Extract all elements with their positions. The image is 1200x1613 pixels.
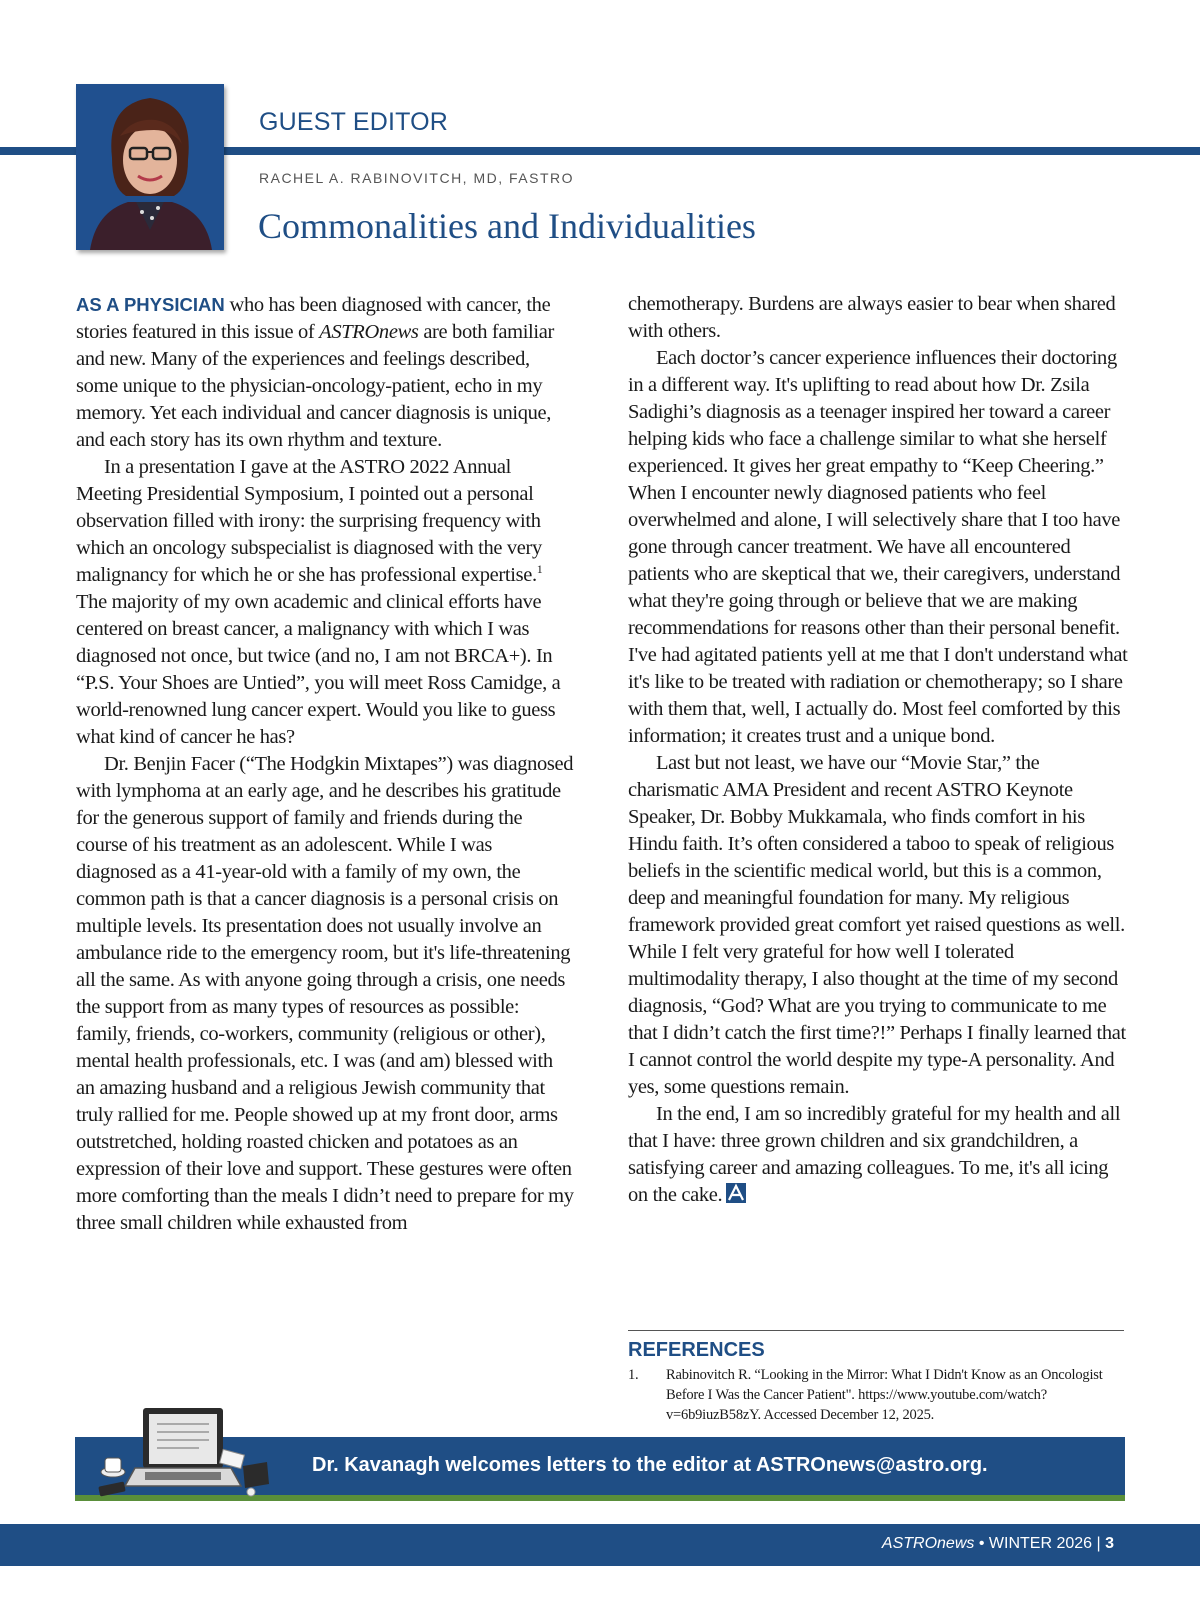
astro-end-mark-icon: [726, 1183, 746, 1203]
desk-illustration-icon: [95, 1404, 270, 1500]
footer-divider: |: [1096, 1535, 1101, 1552]
article-title: Commonalities and Individualities: [258, 206, 756, 246]
article-paragraph: AS A PHYSICIAN who has been diagnosed with cancer, the stories featured in this issue of ASTROnews are both familiar and new. Many of the experiences and feelings described, some unique to the physician-oncology-patient, echo in my memory. Yet each individual and cancer diagnosis is unique, and each story has its own rhythm and texture.: [76, 294, 554, 451]
article-column-right: [628, 291, 1128, 1209]
references-heading: REFERENCES: [628, 1339, 765, 1361]
author-photo: [76, 84, 224, 250]
article-paragraph: In the end, I am so incredibly grateful for my health and all that I have: three grown children and six grandchildren, a satisfying career and amazing colleagues. To me, it's all icing on the cake.: [628, 1103, 1121, 1206]
author-byline: RACHEL A. RABINOVITCH, MD, FASTRO: [259, 170, 575, 186]
publication-name: ASTROnews: [319, 321, 419, 343]
editor-email-link[interactable]: ASTROnews@astro.org.: [755, 1454, 988, 1476]
page-footer: [0, 1524, 1200, 1566]
footer-separator: •: [978, 1535, 985, 1552]
footer-publication: ASTROnews: [881, 1535, 975, 1552]
reference-number: 1.: [628, 1367, 639, 1383]
reference-text: Rabinovitch R. “Looking in the Mirror: What I Didn't Know as an Oncologist Before I Was the Cancer Patient". https://www.youtube.com/watch?v=6b9iuzB58zY. Accessed December 12, 2025.: [666, 1367, 1103, 1423]
article-paragraph: Last but not least, we have our “Movie Star,” the charismatic AMA President and recent ASTRO Keynote Speaker, Dr. Bobby Mukkamala, who finds comfort in his Hindu faith. It’s often considered a taboo to speak of religious beliefs in the scientific medical world, but this is a common, deep and meaningful foundation for many. My religious framework provided great comfort yet raised questions as well. While I felt very grateful for how well I tolerated multimodality therapy, I also thought at the time of my second diagnosis, “God? What are you trying to communicate to me that I didn’t catch the first time?!” Perhaps I finally learned that I cannot control the world despite my type-A personality. And yes, some questions remain.: [628, 752, 1126, 1098]
references-divider: [628, 1330, 1124, 1331]
author-portrait-image: [76, 84, 224, 250]
article-paragraph: Dr. Benjin Facer (“The Hodgkin Mixtapes”) was diagnosed with lymphoma at an early age, and he describes his gratitude for the generous support of family and friends during the course of his treatment as an adolescent. While I was diagnosed as a 41-year-old with a family of my own, the common path is that a cancer diagnosis is a personal crisis on multiple levels. Its presentation does not usually involve an ambulance ride to the emergency room, but it's life-threatening all the same. As with anyone going through a crisis, one needs the support from as many types of resources as possible: family, friends, co-workers, community (religious or other), mental health professionals, etc. I was (and am) blessed with an amazing husband and a religious Jewish community that truly rallied for me. People showed up at my front door, arms outstretched, holding roasted chicken and potatoes as an expression of their love and support. These gestures were often more comforting than the meals I didn’t need to prepare for my three small children while exhausted from: [76, 753, 574, 1234]
footer-issue: WINTER 2026: [988, 1535, 1093, 1552]
footnote-marker: 1: [536, 562, 543, 577]
article-paragraph: In a presentation I gave at the ASTRO 2022 Annual Meeting Presidential Symposium, I pointed out a personal observation filled with irony: the surprising frequency with which an oncology subspecialist is diagnosed with the very malignancy for which he or she has professional expertise.$^1$ The majority of my own academic and clinical efforts have centered on breast cancer, a malignancy with which I was diagnosed not once, but twice (and no, I am not BRCA+). In “P.S. Your Shoes are Untied”, you will meet Ross Camidge, a world-renowned lung cancer expert. Would you like to guess what kind of cancer he has?: [76, 456, 561, 748]
footer-text: [882, 1535, 1114, 1553]
reference-item: [628, 1365, 1124, 1425]
banner-text: Dr. Kavanagh welcomes letters to the editor at ASTROnews@astro.org.: [312, 1454, 988, 1476]
article-column-left: [76, 291, 576, 1237]
article-paragraph: Each doctor’s cancer experience influences their doctoring in a different way. It's uplifting to read about how Dr. Zsila Sadighi’s diagnosis as a teenager inspired her toward a career helping kids who face a challenge similar to what she herself experienced. It gives her great empathy to “Keep Cheering.” When I encounter newly diagnosed patients who feel overwhelmed and alone, I will selectively share that I too have gone through cancer treatment. We have all encountered patients who are skeptical that we, their caregivers, understand what they're going through or believe that we are making recommendations for reasons other than their personal benefit. I've had agitated patients yell at me that I don't understand what it's like to be treated with radiation or chemotherapy; so I share with them that, well, I actually do. Most feel comforted by this information; it creates trust and a unique bond.: [628, 347, 1128, 747]
page-number: 3: [1105, 1535, 1114, 1552]
article-paragraph: chemotherapy. Burdens are always easier to bear when shared with others.: [628, 293, 1116, 342]
lead-in: AS A PHYSICIAN: [76, 294, 225, 315]
section-label: GUEST EDITOR: [259, 108, 449, 136]
